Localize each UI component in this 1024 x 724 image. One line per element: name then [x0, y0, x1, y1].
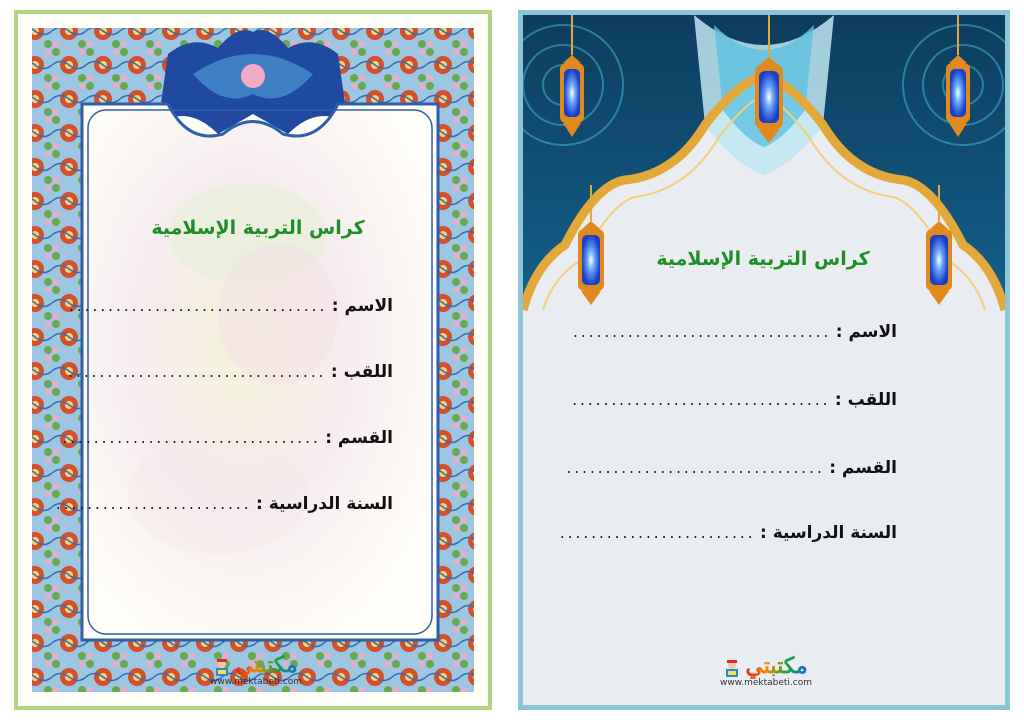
field-name[interactable] — [68, 296, 393, 316]
field-blank: ......................... — [54, 498, 251, 513]
field-label: القسم : — [829, 458, 897, 478]
field-school-year[interactable] — [558, 523, 897, 543]
field-label: السنة الدراسية : — [255, 494, 393, 514]
publisher-logo — [196, 654, 316, 687]
field-blank: ................................. — [61, 432, 320, 447]
floral-frame-ornament — [18, 14, 488, 706]
field-label: اللقب : — [834, 390, 897, 410]
field-blank: ................................. — [565, 462, 824, 477]
field-blank: ................................. — [570, 394, 829, 409]
field-blank: ................................. — [66, 366, 325, 381]
cover-right — [518, 10, 1010, 710]
field-surname[interactable] — [67, 362, 393, 382]
field-label: اللقب : — [330, 362, 393, 382]
lantern-icon — [921, 185, 957, 310]
logo-url: www.mektabeti.com — [209, 676, 303, 687]
logo-url: www.mektabeti.com — [719, 677, 813, 688]
field-label: السنة الدراسية : — [759, 523, 897, 543]
reading-child-icon — [724, 660, 740, 678]
field-label: القسم : — [325, 428, 393, 448]
field-label: الاسم : — [835, 322, 897, 342]
field-surname[interactable] — [571, 390, 897, 410]
lantern-icon — [573, 185, 609, 310]
field-class[interactable] — [61, 428, 393, 448]
field-school-year[interactable] — [54, 494, 393, 514]
logo-brand: مكتبتي — [745, 653, 808, 679]
field-label: الاسم : — [331, 296, 393, 316]
field-class[interactable] — [565, 458, 897, 478]
cover-left — [14, 10, 492, 710]
cover-title: كراس التربية الإسلامية — [656, 248, 870, 270]
cover-title: كراس التربية الإسلامية — [151, 217, 365, 239]
field-blank: ................................. — [67, 300, 326, 315]
reading-child-icon — [214, 659, 230, 677]
publisher-logo — [701, 655, 831, 688]
field-blank: ......................... — [558, 527, 755, 542]
lantern-icon — [941, 15, 975, 145]
logo-brand: مكتبتي — [235, 652, 298, 678]
field-name[interactable] — [572, 322, 897, 342]
lantern-icon — [555, 15, 589, 145]
lantern-icon — [749, 15, 789, 145]
field-blank: ................................. — [571, 326, 830, 341]
